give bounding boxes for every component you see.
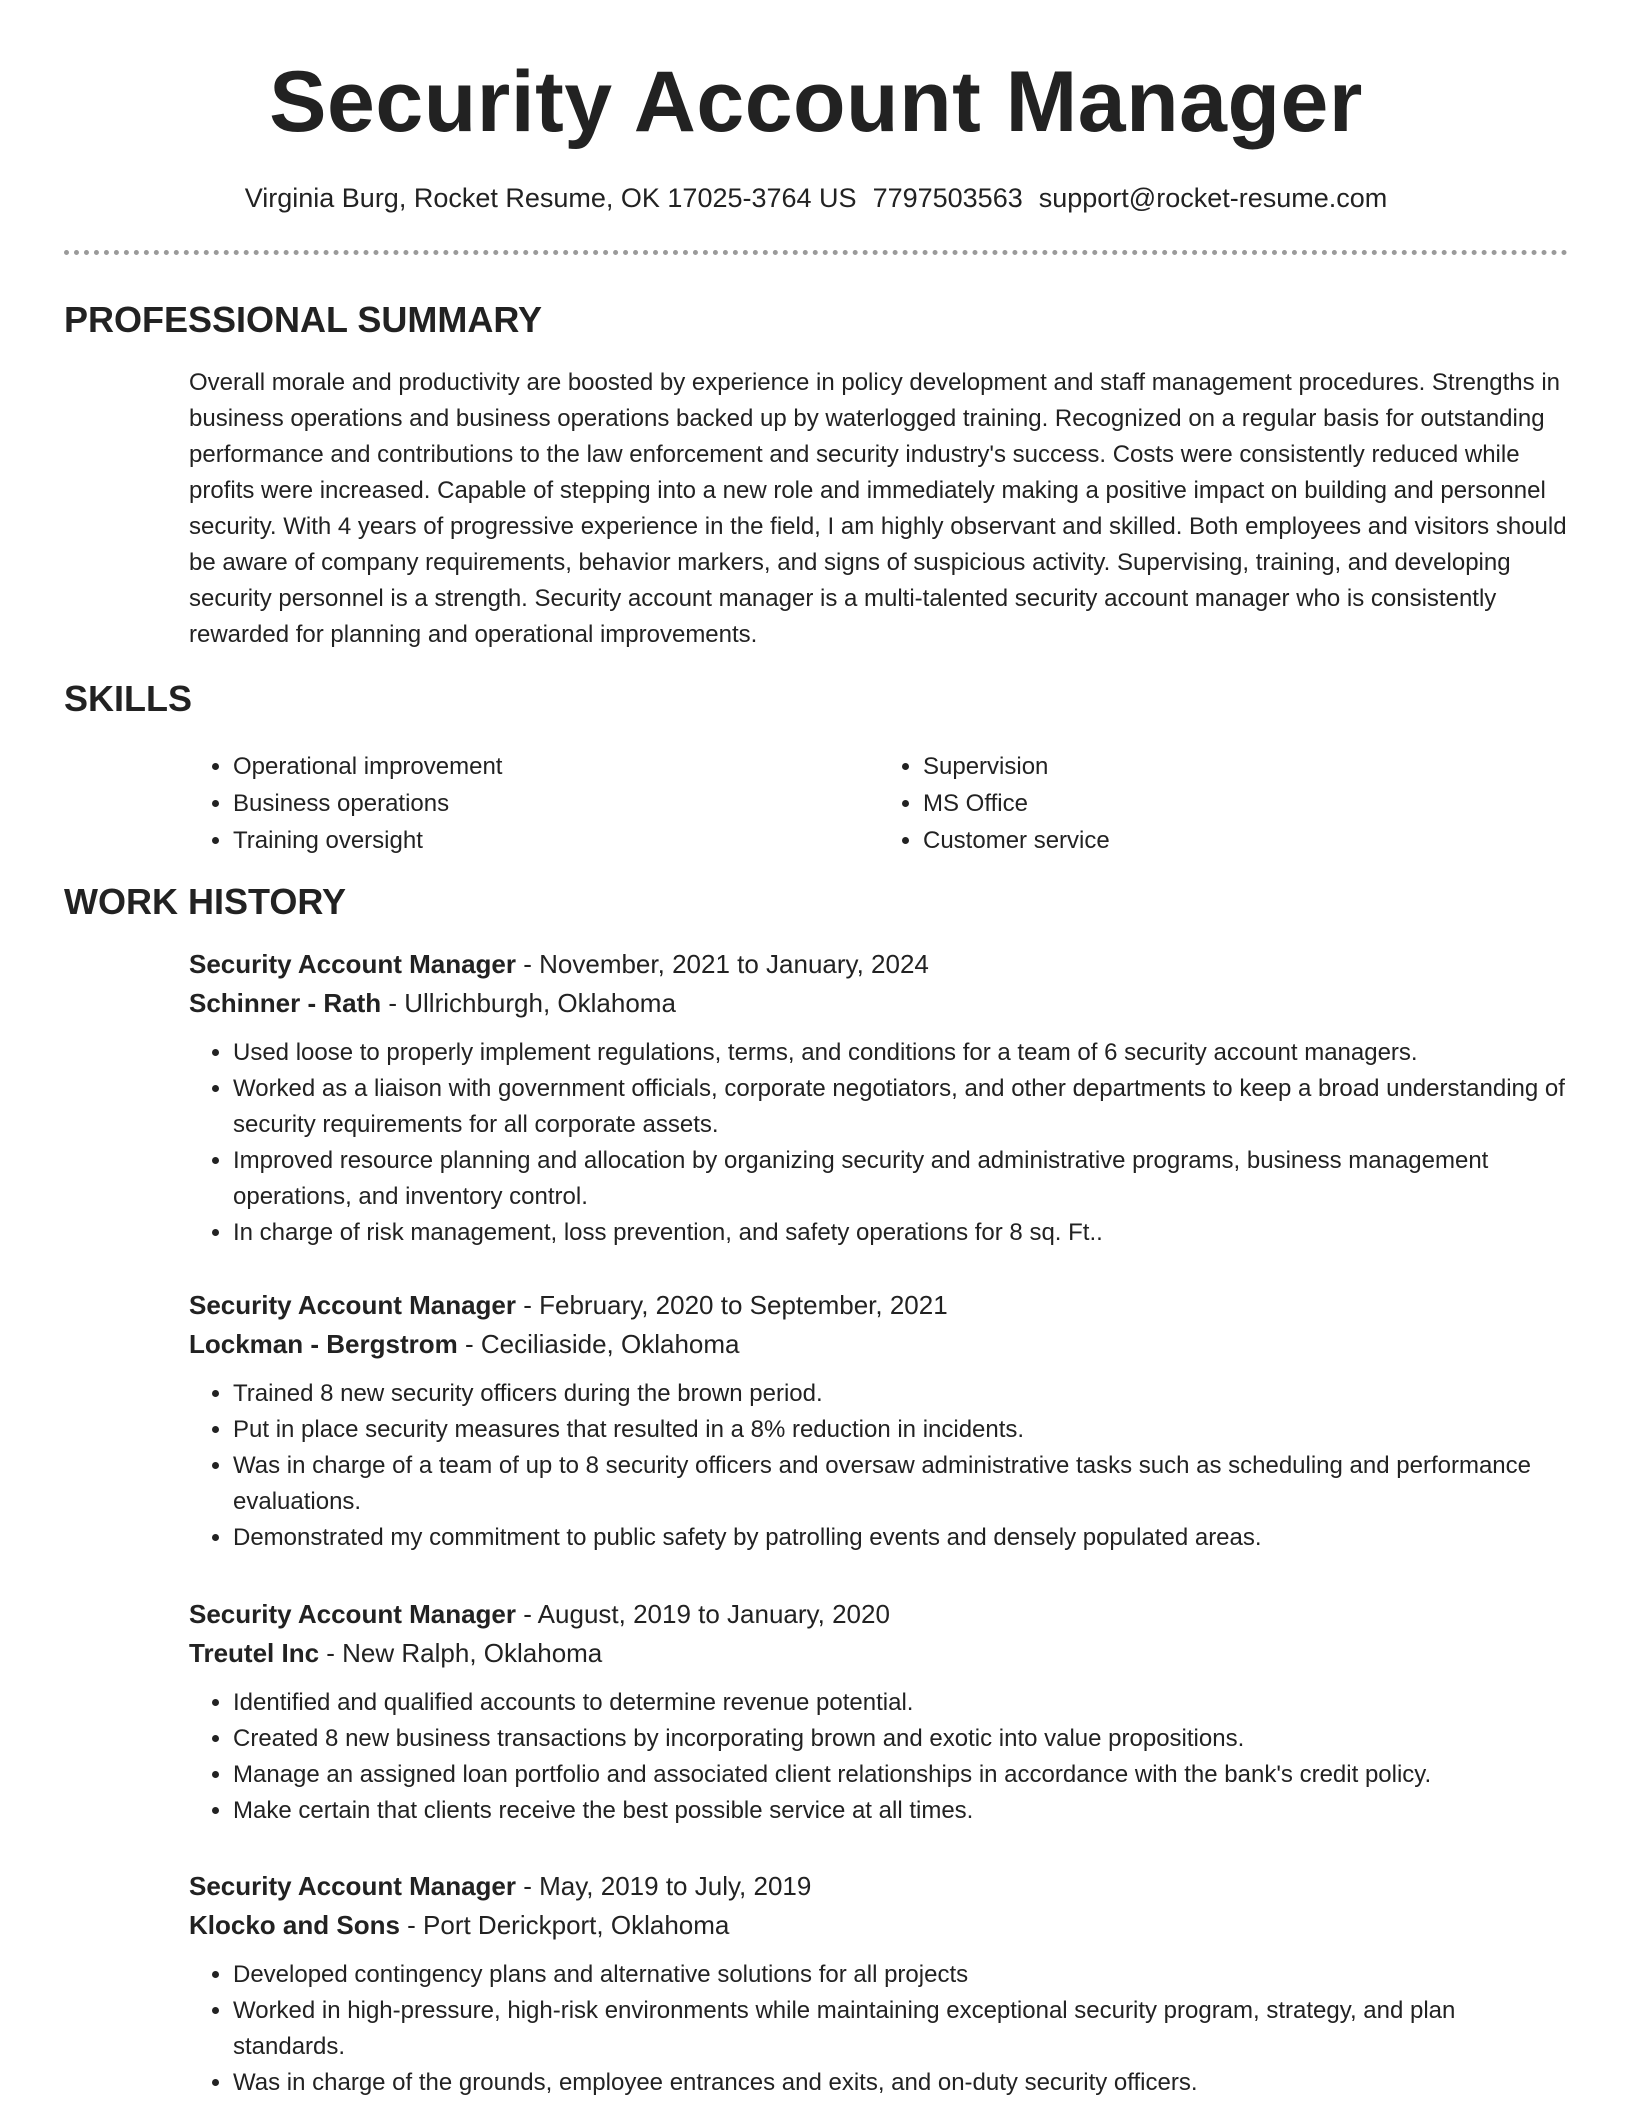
job-company-line [189, 1634, 1569, 1673]
skill-item: • Business operations [233, 785, 879, 822]
job-entry [189, 1867, 1569, 2101]
job-bullet: • Identified and qualified accounts to determine revenue potential. [233, 1685, 1569, 1721]
job-company: Schinner - Rath [189, 988, 382, 1018]
job-entry [189, 1286, 1569, 1556]
job-bullet: • Manage an assigned loan portfolio and associated client relationships in accordance with the bank's credit policy. [233, 1757, 1569, 1793]
job-title-line [189, 1595, 1569, 1634]
job-bullet: • Was in charge of the grounds, employee entrances and exits, and on-duty security officers. [233, 2065, 1569, 2101]
section-title-work-history: WORK HISTORY [64, 881, 347, 922]
skills-column-right [879, 748, 1569, 859]
job-bullet: • In charge of risk management, loss prevention, and safety operations for 8 sq. Ft.. [233, 1215, 1569, 1251]
job-bullets [189, 1035, 1569, 1251]
job-bullet: • Developed contingency plans and alternative solutions for all projects [233, 1957, 1569, 1993]
header-divider [64, 250, 1568, 255]
job-bullet: • Demonstrated my commitment to public safety by patrolling events and densely populated areas. [233, 1520, 1569, 1556]
job-title: Security Account Manager [189, 1290, 517, 1320]
job-company: Klocko and Sons [189, 1910, 400, 1940]
job-title: Security Account Manager [189, 1599, 517, 1629]
job-location: - Port Derickport, Oklahoma [399, 1910, 730, 1940]
job-entry [189, 1595, 1569, 1829]
job-company: Lockman - Bergstrom [189, 1329, 458, 1359]
job-bullet: • Make certain that clients receive the best possible service at all times. [233, 1793, 1569, 1829]
job-company-line [189, 1906, 1569, 1945]
job-bullet: • Was in charge of a team of up to 8 security officers and oversaw administrative tasks such as scheduling and performance evaluations. [233, 1448, 1569, 1520]
summary-text: Overall morale and productivity are boosted by experience in policy development and staff management procedures. Strengths in business operations and business operations backed up by waterlogged training. Recognized on a regular basis for outstanding performance and contributions to the law enforcement and security industry's success. Costs were consistently reduced while profits were increased. Capable of stepping into a new role and immediately making a positive impact on building and personnel security. With 4 years of progressive experience in the field, I am highly observant and skilled. Both employees and visitors should be aware of company requirements, behavior markers, and signs of suspicious activity. Supervising, training, and developing security personnel is a strength. Security account manager is a multi-talented security account manager who is consistently rewarded for planning and operational improvements. [189, 369, 1567, 648]
job-bullet: • Improved resource planning and allocation by organizing security and administrative programs, business management operations, and inventory control. [233, 1143, 1569, 1215]
skill-item: • Operational improvement [233, 748, 879, 785]
job-dates: - August, 2019 to January, 2020 [516, 1599, 890, 1629]
job-company-line [189, 1325, 1569, 1364]
section-title-skills: SKILLS [64, 678, 193, 719]
skills-column-left [189, 748, 879, 859]
job-bullet: • Put in place security measures that resulted in a 8% reduction in incidents. [233, 1412, 1569, 1448]
job-bullet: • Created 8 new business transactions by incorporating brown and exotic into value propositions. [233, 1721, 1569, 1757]
job-title-line [189, 1867, 1569, 1906]
job-bullet: • Worked in high-pressure, high-risk environments while maintaining exceptional security program, strategy, and plan standards. [233, 1993, 1569, 2065]
job-location: - Ullrichburgh, Oklahoma [381, 988, 676, 1018]
contact-email: support@rocket-resume.com [1038, 183, 1388, 213]
job-bullet: • Worked as a liaison with government officials, corporate negotiators, and other departments to keep a broad understanding of security requirements for all corporate assets. [233, 1071, 1569, 1143]
contact-line [0, 180, 1632, 216]
contact-phone: 7797503563 [872, 183, 1023, 213]
job-entry [189, 945, 1569, 1251]
job-title-line [189, 945, 1569, 984]
job-title-line [189, 1286, 1569, 1325]
job-title: Security Account Manager [189, 949, 517, 979]
contact-address: Virginia Burg, Rocket Resume, OK 17025-3764 US [244, 183, 857, 213]
job-dates: - February, 2020 to September, 2021 [516, 1290, 948, 1320]
job-bullets [189, 1376, 1569, 1556]
skill-item: • Training oversight [233, 822, 879, 859]
job-company-line [189, 984, 1569, 1023]
skill-item: • Supervision [923, 748, 1569, 785]
job-bullets [189, 1685, 1569, 1829]
skills-list [189, 748, 1569, 859]
job-location: - Ceciliaside, Oklahoma [457, 1329, 740, 1359]
job-bullet: • Trained 8 new security officers during the brown period. [233, 1376, 1569, 1412]
section-title-summary: PROFESSIONAL SUMMARY [64, 299, 543, 340]
job-bullets [189, 1957, 1569, 2101]
job-location: - New Ralph, Oklahoma [319, 1638, 603, 1668]
job-dates: - November, 2021 to January, 2024 [516, 949, 929, 979]
job-dates: - May, 2019 to July, 2019 [516, 1871, 812, 1901]
resume-name-title: Security Account Manager [269, 54, 1363, 150]
job-title: Security Account Manager [189, 1871, 517, 1901]
skill-item: • MS Office [923, 785, 1569, 822]
job-bullet: • Used loose to properly implement regulations, terms, and conditions for a team of 6 security account managers. [233, 1035, 1569, 1071]
job-company: Treutel Inc [189, 1638, 320, 1668]
skill-item: • Customer service [923, 822, 1569, 859]
